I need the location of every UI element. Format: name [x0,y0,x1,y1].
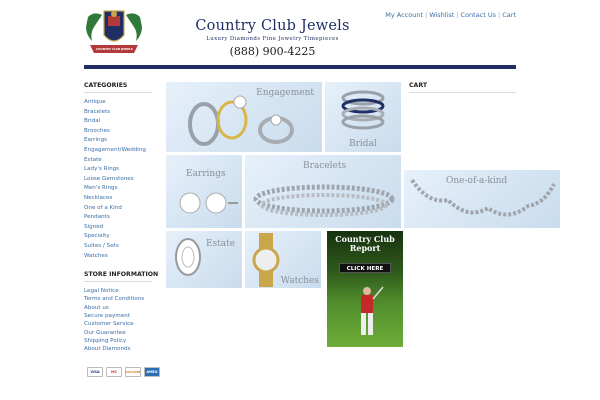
site-logo[interactable] [84,7,144,60]
category-signed[interactable]: Signed [84,223,104,230]
info-legal-notice[interactable]: Legal Notice [84,288,119,295]
bracelets-icon [249,177,399,221]
store-info-heading: STORE INFORMATION [84,271,152,282]
tile-one-of-a-kind-label: One-of-a-kind [446,176,508,186]
report-title [327,235,403,253]
tile-estate[interactable] [166,231,242,288]
link-my-account[interactable]: My Account [385,11,423,19]
category-necklaces[interactable]: Necklaces [84,194,113,201]
watch-icon [251,233,281,287]
category-watches[interactable]: Watches [84,252,108,259]
category-specialty[interactable]: Specialty [84,233,110,240]
visa-card-icon: VISA [87,367,103,377]
info-secure-payment[interactable]: Secure payment [84,312,130,319]
category-estate[interactable]: Estate [84,156,102,163]
tile-estate-label: Estate [206,239,236,249]
info-terms[interactable]: Terms and Conditions [84,296,145,303]
tile-watches[interactable] [245,231,321,288]
logo-text: COUNTRY CLUB JEWELS [96,47,133,51]
category-bridal[interactable]: Bridal [84,118,101,125]
info-about-diamonds[interactable]: About Diamonds [84,346,131,353]
link-cart[interactable]: Cart [502,11,516,19]
tile-bridal-label: Bridal [349,139,377,149]
nav-bar [84,65,516,69]
bridal-rings-icon [333,86,393,136]
report-title-line1: Country Club [335,234,395,244]
category-mens-rings[interactable]: Men's Rings [84,185,118,192]
category-one-of-a-kind[interactable]: One of a Kind [84,204,122,211]
brand-name: Country Club Jewels [195,18,350,34]
category-pendants[interactable]: Pendants [84,214,110,221]
category-loose-gemstones[interactable]: Loose Gemstones [84,175,134,182]
tile-bracelets-label: Bracelets [303,161,347,171]
tile-engagement[interactable] [166,82,322,152]
cart-heading: CART [409,82,516,93]
amex-card-icon: AMEX [144,367,160,377]
report-click-here-button[interactable]: CLICK HERE [339,263,391,273]
tile-earrings[interactable] [166,155,242,228]
category-earrings[interactable]: Earrings [84,137,108,144]
link-contact-us[interactable]: Contact Us [460,11,497,19]
store-info [84,271,159,353]
category-engagement-wedding[interactable]: Engagement/Wedding [84,146,146,153]
tile-earrings-label: Earrings [186,169,226,179]
brand-tagline: Luxury Diamonds Fine Jewelry Timepieces [206,36,339,42]
category-bracelets[interactable]: Bracelets [84,108,111,115]
brand-block[interactable] [190,18,355,58]
necklace-icon [408,174,558,224]
tile-bridal[interactable] [325,82,401,152]
info-shipping-policy[interactable]: Shipping Policy [84,337,127,344]
tile-watches-label: Watches [280,276,319,286]
payment-cards [87,367,160,377]
tile-one-of-a-kind[interactable] [404,170,560,228]
estate-ring-icon [172,235,204,285]
info-customer-service[interactable]: Customer Service [84,321,134,328]
category-antique[interactable]: Antique [84,99,106,105]
country-club-report-banner[interactable] [327,231,403,347]
store-info-list [84,287,152,353]
categories-heading: CATEGORIES [84,82,152,93]
info-our-guarantee[interactable]: Our Guarantee [84,329,126,336]
link-wishlist[interactable]: Wishlist [429,11,455,19]
category-brooches[interactable]: Brooches [84,127,110,134]
category-suites-sets[interactable]: Suites / Sets [84,242,119,249]
tile-engagement-label: Engagement [256,88,314,98]
earrings-icon [170,189,240,219]
top-links: My Account | Wishlist | Contact Us | Cart [385,11,516,19]
category-ladys-rings[interactable]: Lady's Rings [84,166,120,173]
discover-card-icon: DISCOVER [125,367,141,377]
report-title-line2: Report [349,243,381,253]
sidebar [84,82,159,353]
brand-phone: (888) 900-4225 [229,45,316,58]
tile-bracelets[interactable] [245,155,401,228]
engagement-rings-icon [174,86,322,150]
info-about-us[interactable]: About us [84,304,109,311]
categories-list [84,98,152,261]
cart-block [409,82,516,93]
golfer-icon [345,283,385,343]
mastercard-icon: MC [106,367,122,377]
